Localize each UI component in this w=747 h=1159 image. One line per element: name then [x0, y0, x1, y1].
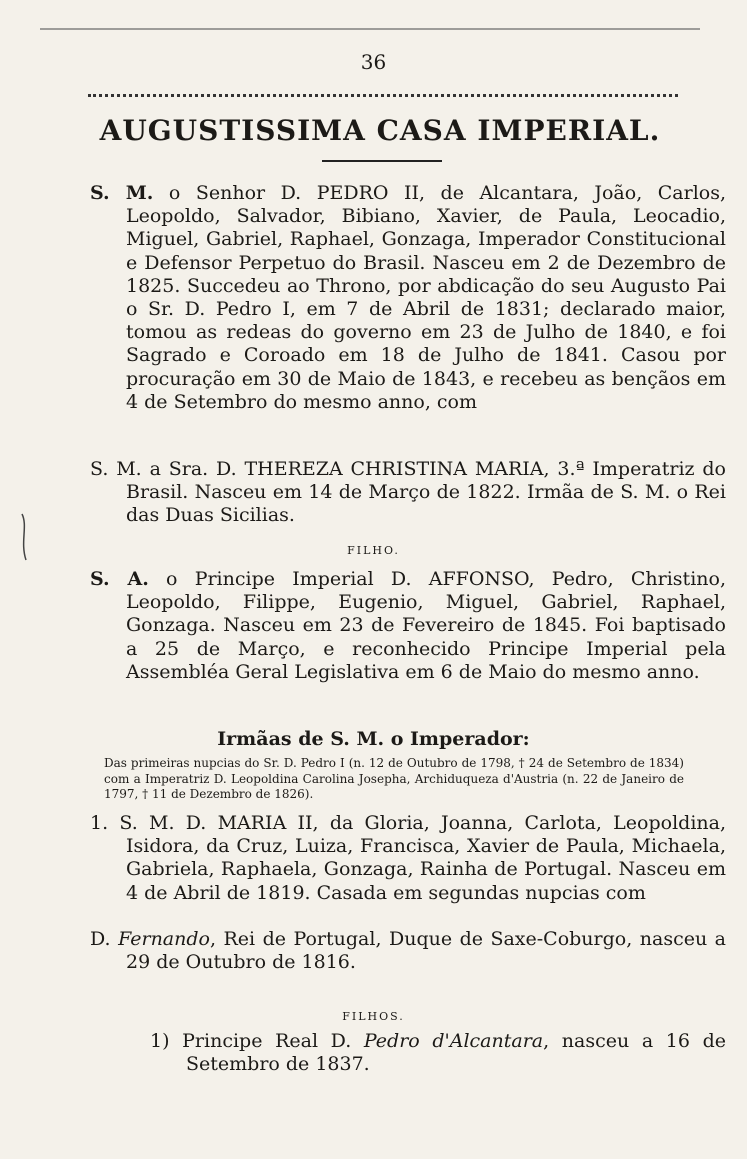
page-title: AUGUSTISSIMA CASA IMPERIAL. [99, 114, 661, 147]
top-edge-rule [40, 28, 700, 30]
empress-entry [90, 458, 726, 528]
husband-name: Fernando [118, 928, 210, 950]
husband-text: , Rei de Portugal, Duque de Saxe-Coburgo, nasceu a 29 de Outubro de 1816. [126, 928, 726, 974]
header-dotted-rule [88, 94, 678, 97]
sisters-heading: Irmãas de S. M. o Imperador: [217, 728, 530, 750]
prince-entry [90, 568, 726, 684]
empress-text: a Sra. D. THEREZA CHRISTINA MARIA, 3.ª Imperatriz do Brasil. Nasceu em 14 de Março de 1822. Irmãa de S. M. o Rei das Duas Sicilias. [126, 458, 726, 527]
page-number: 36 [360, 50, 387, 74]
sister-entry-1 [90, 812, 726, 905]
empress-label: S. M. [90, 458, 142, 480]
emperor-text: o Senhor D. PEDRO II, de Alcantara, João, Carlos, Leopoldo, Salvador, Bibiano, Xavier, de Paula, Leocadio, Miguel, Gabriel, Raphael, Gonzaga, Imperador Constitucional e Defensor Perpetuo do Brasil. Nasceu em 2 de Dezembro de 1825. Succedeu ao Throno, por abdicação do seu Augusto Pai o Sr. D. Pedro I, em 7 de Abril de 1831; declarado maior, tomou as redeas do governo em 23 de Julho de 1840, e foi Sagrado e Coroado em 18 de Julho de 1841. Casou por procuração em 30 de Maio de 1843, e recebeu as bençãos em 4 de Setembro do mesmo anno, com [126, 182, 726, 413]
children-caption: FILHOS. [342, 1010, 405, 1023]
child-1-text: , nasceu a 16 de Setembro de 1837. [186, 1030, 726, 1076]
sister-1-label: 1. [90, 812, 109, 834]
husband-label: D. [90, 928, 111, 950]
child-1-pre: Principe Real D. [182, 1030, 352, 1052]
child-1-label: 1) [150, 1030, 170, 1052]
sister-1-text: S. M. D. MARIA II, da Gloria, Joanna, Carlota, Leopoldina, Isidora, da Cruz, Luiza, Francisca, Xavier de Paula, Michaela, Gabriela, Raphaela, Gonzaga, Rainha de Portugal. Nasceu em 4 de Abril de 1819. Casada em segundas nupcias com [119, 812, 726, 904]
son-caption: FILHO. [347, 544, 400, 557]
husband-entry [90, 928, 726, 974]
margin-mark [18, 512, 32, 562]
prince-label: S. A. [90, 568, 149, 590]
child-entry-1 [150, 1030, 726, 1076]
emperor-entry [90, 182, 726, 414]
child-1-name: Pedro d'Alcantara [363, 1030, 544, 1052]
title-rule [322, 160, 442, 162]
sisters-note: Das primeiras nupcias do Sr. D. Pedro I (n. 12 de Outubro de 1798, † 24 de Setembro de 1834) com a Imperatriz D. Leopoldina Carolina Josepha, Archiduqueza d'Austria (n. 22 de Janeiro de 1797, † 11 de Dezembro de 1826). [104, 756, 684, 801]
emperor-label: S. M. [90, 182, 154, 204]
prince-text: o Principe Imperial D. AFFONSO, Pedro, Christino, Leopoldo, Filippe, Eugenio, Miguel, Gabriel, Raphael, Gonzaga. Nasceu em 23 de Fevereiro de 1845. Foi baptisado a 25 de Março, e reconhecido Principe Imperial pela Assembléa Geral Legislativa em 6 de Maio do mesmo anno. [126, 568, 726, 683]
